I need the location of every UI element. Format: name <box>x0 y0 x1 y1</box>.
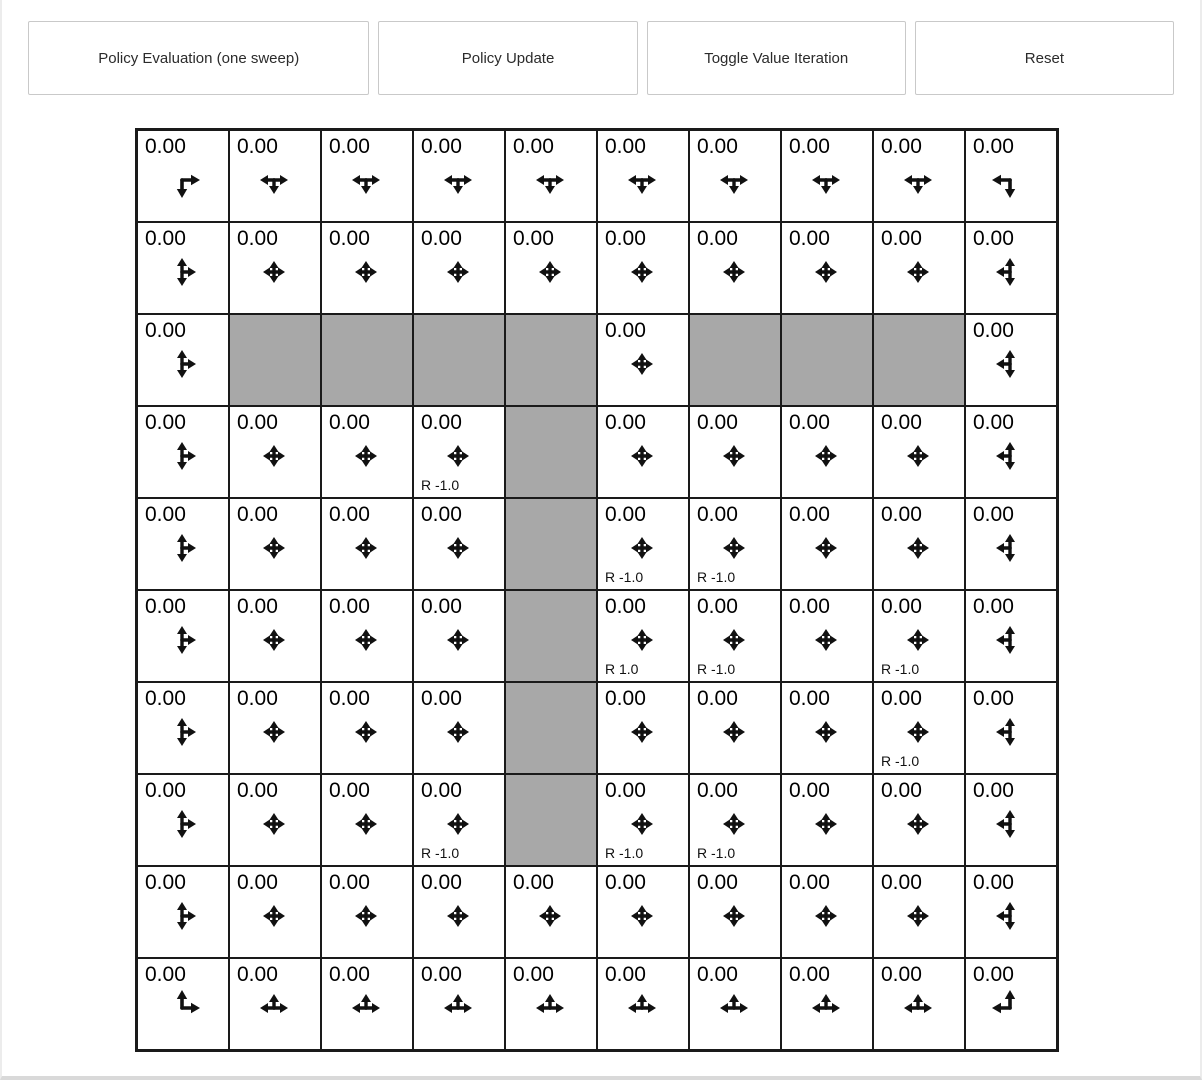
policy-arrows-icon <box>160 434 204 478</box>
policy-arrows-icon <box>620 342 664 386</box>
grid-cell <box>597 406 689 498</box>
cell-value: 0.00 <box>973 687 1014 710</box>
policy-arrows-icon <box>896 250 940 294</box>
policy-arrows-icon <box>436 894 480 938</box>
cell-value: 0.00 <box>881 871 922 894</box>
grid-cell <box>597 222 689 314</box>
policy-arrows-icon <box>712 526 756 570</box>
wall-cell <box>505 590 597 682</box>
cell-value: 0.00 <box>237 871 278 894</box>
cell-value: 0.00 <box>421 135 462 158</box>
cell-value: 0.00 <box>513 135 554 158</box>
grid-cell <box>321 498 413 590</box>
cell-value: 0.00 <box>789 871 830 894</box>
policy-arrows-icon <box>896 802 940 846</box>
cell-value: 0.00 <box>237 227 278 250</box>
cell-value: 0.00 <box>605 319 646 342</box>
policy-arrows-icon <box>252 986 296 1030</box>
grid-cell <box>873 498 965 590</box>
policy-arrows-icon <box>988 434 1032 478</box>
policy-arrows-icon <box>160 342 204 386</box>
wall-cell <box>413 314 505 406</box>
cell-value: 0.00 <box>973 411 1014 434</box>
grid-cell <box>137 130 229 222</box>
grid-cell <box>873 406 965 498</box>
policy-arrows-icon <box>436 434 480 478</box>
cell-value: 0.00 <box>237 779 278 802</box>
grid-cell <box>229 222 321 314</box>
policy-arrows-icon <box>896 618 940 662</box>
grid-cell <box>873 774 965 866</box>
grid-cell <box>965 222 1057 314</box>
cell-value: 0.00 <box>881 503 922 526</box>
policy-arrows-icon <box>252 434 296 478</box>
policy-arrows-icon <box>988 894 1032 938</box>
policy-arrows-icon <box>344 894 388 938</box>
cell-value: 0.00 <box>789 135 830 158</box>
policy-arrows-icon <box>896 434 940 478</box>
policy-arrows-icon <box>436 618 480 662</box>
cell-value: 0.00 <box>145 687 186 710</box>
wall-cell <box>689 314 781 406</box>
policy-arrows-icon <box>804 158 848 202</box>
cell-value: 0.00 <box>513 871 554 894</box>
grid-cell <box>137 314 229 406</box>
cell-value: 0.00 <box>329 779 370 802</box>
cell-value: 0.00 <box>237 963 278 986</box>
policy-arrows-icon <box>712 434 756 478</box>
cell-value: 0.00 <box>329 227 370 250</box>
policy-arrows-icon <box>344 710 388 754</box>
policy-arrows-icon <box>988 710 1032 754</box>
grid-cell <box>597 958 689 1050</box>
grid-cell <box>413 406 505 498</box>
policy-arrows-icon <box>712 710 756 754</box>
wall-cell <box>505 314 597 406</box>
grid-cell <box>965 682 1057 774</box>
policy-arrows-icon <box>712 986 756 1030</box>
cell-value: 0.00 <box>789 595 830 618</box>
cell-reward: R -1.0 <box>421 845 460 861</box>
wall-cell <box>505 406 597 498</box>
wall-cell <box>873 314 965 406</box>
cell-value: 0.00 <box>421 227 462 250</box>
cell-reward: R -1.0 <box>697 569 736 585</box>
policy-arrows-icon <box>160 802 204 846</box>
reset-button[interactable]: Reset <box>915 21 1174 95</box>
policy-arrows-icon <box>160 250 204 294</box>
grid-cell <box>321 682 413 774</box>
policy-arrows-icon <box>252 526 296 570</box>
cell-reward: R -1.0 <box>697 661 736 677</box>
grid-cell <box>321 958 413 1050</box>
policy-arrows-icon <box>712 802 756 846</box>
policy-arrows-icon <box>804 250 848 294</box>
cell-value: 0.00 <box>973 227 1014 250</box>
grid-cell <box>137 866 229 958</box>
grid-cell <box>413 498 505 590</box>
policy-arrows-icon <box>804 986 848 1030</box>
policy-arrows-icon <box>160 526 204 570</box>
grid-cell <box>413 866 505 958</box>
grid-cell <box>413 682 505 774</box>
policy-arrows-icon <box>988 158 1032 202</box>
grid-cell <box>321 222 413 314</box>
cell-value: 0.00 <box>973 503 1014 526</box>
policy-arrows-icon <box>528 158 572 202</box>
cell-value: 0.00 <box>329 595 370 618</box>
cell-value: 0.00 <box>789 963 830 986</box>
grid-cell <box>597 774 689 866</box>
grid-cell <box>781 958 873 1050</box>
cell-value: 0.00 <box>605 595 646 618</box>
cell-value: 0.00 <box>973 963 1014 986</box>
grid-cell <box>965 958 1057 1050</box>
grid-cell <box>873 130 965 222</box>
cell-value: 0.00 <box>421 963 462 986</box>
policy-arrows-icon <box>436 802 480 846</box>
cell-reward: R -1.0 <box>605 569 644 585</box>
cell-reward: R -1.0 <box>605 845 644 861</box>
grid-cell <box>229 130 321 222</box>
cell-value: 0.00 <box>145 411 186 434</box>
policy-arrows-icon <box>160 710 204 754</box>
cell-value: 0.00 <box>421 595 462 618</box>
grid-cell <box>689 774 781 866</box>
policy-arrows-icon <box>712 894 756 938</box>
policy-arrows-icon <box>804 618 848 662</box>
grid-cell <box>229 590 321 682</box>
policy-arrows-icon <box>344 158 388 202</box>
cell-value: 0.00 <box>697 135 738 158</box>
cell-value: 0.00 <box>329 687 370 710</box>
policy-arrows-icon <box>988 526 1032 570</box>
grid-cell <box>873 682 965 774</box>
policy-arrows-icon <box>252 710 296 754</box>
policy-arrows-icon <box>804 802 848 846</box>
cell-value: 0.00 <box>145 135 186 158</box>
policy-arrows-icon <box>804 710 848 754</box>
policy-arrows-icon <box>252 618 296 662</box>
cell-value: 0.00 <box>973 779 1014 802</box>
cell-value: 0.00 <box>881 135 922 158</box>
policy-arrows-icon <box>988 250 1032 294</box>
wall-cell <box>505 682 597 774</box>
grid-cell <box>229 774 321 866</box>
cell-reward: R -1.0 <box>881 753 920 769</box>
cell-value: 0.00 <box>697 963 738 986</box>
policy-arrows-icon <box>436 158 480 202</box>
cell-value: 0.00 <box>237 135 278 158</box>
cell-value: 0.00 <box>329 503 370 526</box>
grid-cell <box>413 590 505 682</box>
cell-value: 0.00 <box>237 687 278 710</box>
grid-cell <box>689 682 781 774</box>
cell-value: 0.00 <box>145 963 186 986</box>
cell-value: 0.00 <box>421 779 462 802</box>
grid-cell <box>229 498 321 590</box>
grid-cell <box>689 958 781 1050</box>
policy-arrows-icon <box>620 710 664 754</box>
grid-cell <box>229 682 321 774</box>
policy-arrows-icon <box>160 158 204 202</box>
policy-arrows-icon <box>988 342 1032 386</box>
grid-cell <box>689 406 781 498</box>
grid-cell <box>781 682 873 774</box>
grid-cell <box>413 774 505 866</box>
grid-cell <box>689 130 781 222</box>
policy-evaluation-button[interactable]: Policy Evaluation (one sweep) <box>28 21 369 95</box>
policy-arrows-icon <box>712 250 756 294</box>
grid-cell <box>781 130 873 222</box>
policy-arrows-icon <box>896 158 940 202</box>
policy-arrows-icon <box>620 250 664 294</box>
grid-cell <box>597 866 689 958</box>
gridworld-board <box>135 128 1059 1052</box>
policy-arrows-icon <box>620 802 664 846</box>
policy-arrows-icon <box>160 894 204 938</box>
grid-cell <box>781 498 873 590</box>
grid-cell <box>873 866 965 958</box>
cell-value: 0.00 <box>329 871 370 894</box>
cell-value: 0.00 <box>973 135 1014 158</box>
grid-cell <box>781 590 873 682</box>
policy-arrows-icon <box>344 434 388 478</box>
grid-cell <box>137 958 229 1050</box>
cell-value: 0.00 <box>789 411 830 434</box>
cell-value: 0.00 <box>881 595 922 618</box>
grid-cell <box>689 498 781 590</box>
cell-value: 0.00 <box>605 503 646 526</box>
cell-value: 0.00 <box>513 963 554 986</box>
grid-cell <box>597 498 689 590</box>
grid-cell <box>321 866 413 958</box>
grid-cell <box>965 498 1057 590</box>
policy-arrows-icon <box>160 618 204 662</box>
grid-cell <box>873 222 965 314</box>
policy-arrows-icon <box>620 434 664 478</box>
grid-cell <box>137 682 229 774</box>
cell-value: 0.00 <box>329 135 370 158</box>
cell-value: 0.00 <box>697 779 738 802</box>
policy-arrows-icon <box>620 618 664 662</box>
cell-value: 0.00 <box>421 687 462 710</box>
policy-arrows-icon <box>344 618 388 662</box>
grid-cell <box>137 498 229 590</box>
policy-arrows-icon <box>620 158 664 202</box>
policy-arrows-icon <box>712 618 756 662</box>
grid-cell <box>505 130 597 222</box>
grid-cell <box>137 774 229 866</box>
policy-arrows-icon <box>344 250 388 294</box>
cell-value: 0.00 <box>605 135 646 158</box>
policy-arrows-icon <box>988 618 1032 662</box>
policy-arrows-icon <box>804 434 848 478</box>
grid-cell <box>413 958 505 1050</box>
policy-arrows-icon <box>620 894 664 938</box>
grid-cell <box>965 866 1057 958</box>
grid-cell <box>413 130 505 222</box>
grid-cell <box>781 774 873 866</box>
cell-value: 0.00 <box>973 595 1014 618</box>
cell-value: 0.00 <box>973 319 1014 342</box>
policy-arrows-icon <box>804 894 848 938</box>
policy-arrows-icon <box>620 986 664 1030</box>
cell-value: 0.00 <box>329 963 370 986</box>
cell-value: 0.00 <box>145 503 186 526</box>
policy-arrows-icon <box>896 986 940 1030</box>
cell-value: 0.00 <box>697 503 738 526</box>
policy-arrows-icon <box>528 250 572 294</box>
policy-arrows-icon <box>804 526 848 570</box>
grid-cell <box>137 222 229 314</box>
cell-value: 0.00 <box>881 687 922 710</box>
cell-value: 0.00 <box>237 503 278 526</box>
grid-cell <box>229 866 321 958</box>
grid-cell <box>873 958 965 1050</box>
cell-value: 0.00 <box>605 871 646 894</box>
cell-value: 0.00 <box>605 779 646 802</box>
cell-reward: R 1.0 <box>605 661 639 677</box>
grid-cell <box>689 866 781 958</box>
toggle-value-iteration-button[interactable]: Toggle Value Iteration <box>647 21 906 95</box>
cell-value: 0.00 <box>605 963 646 986</box>
policy-arrows-icon <box>436 526 480 570</box>
policy-arrows-icon <box>620 526 664 570</box>
policy-arrows-icon <box>712 158 756 202</box>
grid-cell <box>229 958 321 1050</box>
cell-value: 0.00 <box>881 779 922 802</box>
grid-cell <box>505 958 597 1050</box>
grid-cell <box>321 406 413 498</box>
cell-value: 0.00 <box>697 411 738 434</box>
grid-cell <box>321 130 413 222</box>
grid-cell <box>873 590 965 682</box>
policy-arrows-icon <box>436 986 480 1030</box>
wall-cell <box>321 314 413 406</box>
grid-cell <box>689 590 781 682</box>
cell-value: 0.00 <box>605 687 646 710</box>
policy-arrows-icon <box>896 526 940 570</box>
cell-value: 0.00 <box>789 227 830 250</box>
policy-arrows-icon <box>252 894 296 938</box>
cell-value: 0.00 <box>329 411 370 434</box>
policy-arrows-icon <box>344 802 388 846</box>
cell-reward: R -1.0 <box>881 661 920 677</box>
cell-value: 0.00 <box>237 411 278 434</box>
cell-value: 0.00 <box>789 687 830 710</box>
grid-cell <box>689 222 781 314</box>
cell-value: 0.00 <box>237 595 278 618</box>
grid-cell <box>137 406 229 498</box>
cell-value: 0.00 <box>145 595 186 618</box>
cell-value: 0.00 <box>697 595 738 618</box>
wall-cell <box>229 314 321 406</box>
wall-cell <box>505 498 597 590</box>
cell-value: 0.00 <box>145 227 186 250</box>
grid-cell <box>965 774 1057 866</box>
cell-value: 0.00 <box>605 227 646 250</box>
grid-cell <box>137 590 229 682</box>
cell-value: 0.00 <box>697 227 738 250</box>
grid-cell <box>597 130 689 222</box>
policy-arrows-icon <box>528 986 572 1030</box>
cell-value: 0.00 <box>421 411 462 434</box>
wall-cell <box>505 774 597 866</box>
cell-value: 0.00 <box>421 871 462 894</box>
grid-cell <box>965 590 1057 682</box>
cell-value: 0.00 <box>421 503 462 526</box>
grid-cell <box>321 774 413 866</box>
cell-value: 0.00 <box>789 503 830 526</box>
grid-cell <box>965 130 1057 222</box>
grid-cell <box>597 314 689 406</box>
grid-cell <box>781 222 873 314</box>
cell-value: 0.00 <box>697 687 738 710</box>
grid-cell <box>505 222 597 314</box>
policy-arrows-icon <box>160 986 204 1030</box>
grid-cell <box>965 314 1057 406</box>
toolbar <box>2 0 1200 95</box>
policy-arrows-icon <box>436 250 480 294</box>
policy-update-button[interactable]: Policy Update <box>378 21 637 95</box>
policy-arrows-icon <box>252 250 296 294</box>
cell-value: 0.00 <box>697 871 738 894</box>
cell-value: 0.00 <box>145 871 186 894</box>
cell-value: 0.00 <box>881 411 922 434</box>
cell-value: 0.00 <box>145 779 186 802</box>
policy-arrows-icon <box>252 802 296 846</box>
grid-cell <box>781 866 873 958</box>
grid-cell <box>965 406 1057 498</box>
grid-cell <box>781 406 873 498</box>
cell-value: 0.00 <box>513 227 554 250</box>
policy-arrows-icon <box>344 526 388 570</box>
policy-arrows-icon <box>896 710 940 754</box>
cell-reward: R -1.0 <box>421 477 460 493</box>
cell-reward: R -1.0 <box>697 845 736 861</box>
cell-value: 0.00 <box>789 779 830 802</box>
policy-arrows-icon <box>436 710 480 754</box>
grid-cell <box>413 222 505 314</box>
grid-cell <box>597 590 689 682</box>
cell-value: 0.00 <box>881 963 922 986</box>
grid-cell <box>229 406 321 498</box>
cell-value: 0.00 <box>605 411 646 434</box>
grid-cell <box>597 682 689 774</box>
policy-arrows-icon <box>896 894 940 938</box>
cell-value: 0.00 <box>973 871 1014 894</box>
grid-cell <box>505 866 597 958</box>
cell-value: 0.00 <box>145 319 186 342</box>
policy-arrows-icon <box>528 894 572 938</box>
policy-arrows-icon <box>344 986 388 1030</box>
cell-value: 0.00 <box>881 227 922 250</box>
policy-arrows-icon <box>988 802 1032 846</box>
policy-arrows-icon <box>988 986 1032 1030</box>
grid-cell <box>321 590 413 682</box>
wall-cell <box>781 314 873 406</box>
policy-arrows-icon <box>252 158 296 202</box>
